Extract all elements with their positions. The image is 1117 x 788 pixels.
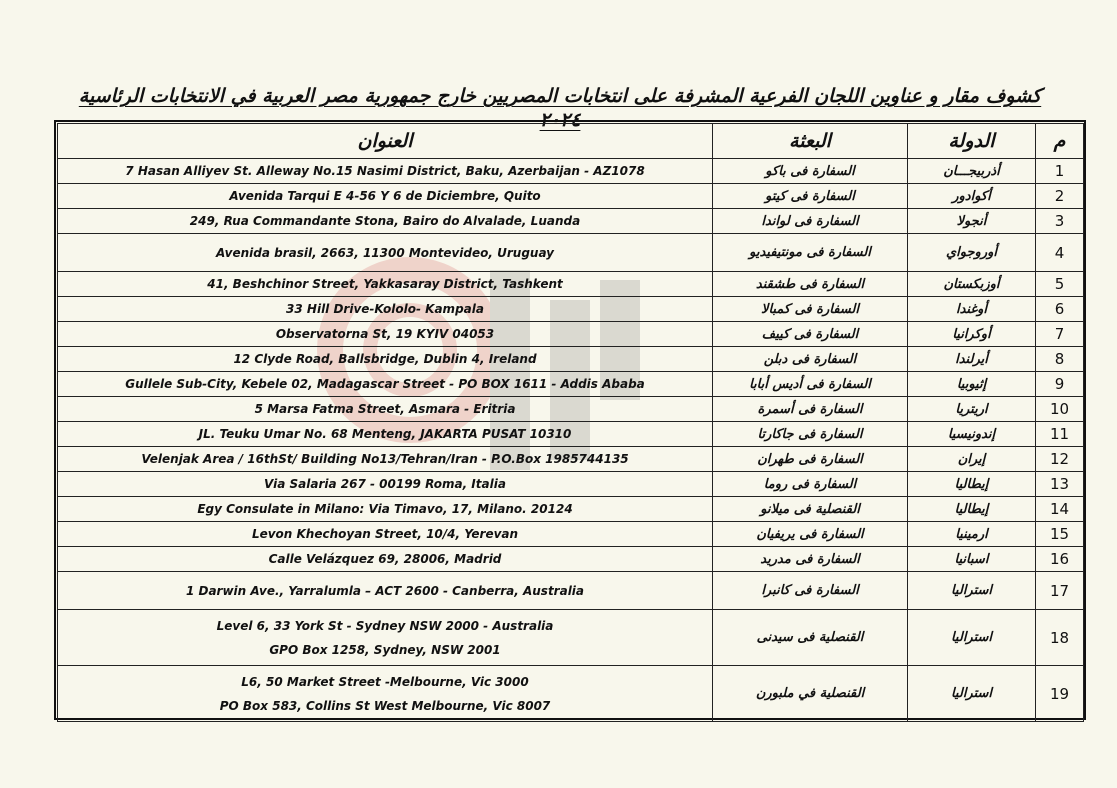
mission-cell: القنصلية فى ميلانو bbox=[713, 497, 908, 522]
address-cell bbox=[58, 272, 713, 297]
address-cell bbox=[58, 347, 713, 372]
mission-cell: السفارة فى أديس أبابا bbox=[713, 372, 908, 397]
address-line: Observatorna St, 19 KYIV 04053 bbox=[275, 327, 495, 341]
table-row bbox=[58, 234, 1084, 272]
row-number-cell: 13 bbox=[1036, 472, 1084, 497]
row-number-cell: 6 bbox=[1036, 297, 1084, 322]
country-cell: إيطاليا bbox=[908, 497, 1036, 522]
table-row bbox=[58, 322, 1084, 347]
mission-cell: القنصلية فى سيدنى bbox=[713, 610, 908, 666]
row-number-cell: 12 bbox=[1036, 447, 1084, 472]
row-number-cell: 11 bbox=[1036, 422, 1084, 447]
address-line: 41, Beshchinor Street, Yakkasaray District, Tashkent bbox=[207, 277, 563, 291]
address-cell bbox=[58, 322, 713, 347]
header-country: الدولة bbox=[908, 124, 1036, 159]
address-line: Gullele Sub-City, Kebele 02, Madagascar Street - PO BOX 1611 - Addis Ababa bbox=[125, 377, 645, 391]
row-number-cell: 9 bbox=[1036, 372, 1084, 397]
mission-cell: السفارة فى كيتو bbox=[713, 184, 908, 209]
country-cell: أوروجواي bbox=[908, 234, 1036, 272]
table-row bbox=[58, 209, 1084, 234]
mission-cell: السفارة فى باكو bbox=[713, 159, 908, 184]
address-line: L6, 50 Market Street -Melbourne, Vic 3000 bbox=[241, 674, 529, 689]
address-line: 1 Darwin Ave., Yarralumla – ACT 2600 - Canberra, Australia bbox=[185, 583, 585, 598]
address-line: PO Box 583, Collins St West Melbourne, Vic 8007 bbox=[219, 698, 551, 713]
country-cell: أوغندا bbox=[908, 297, 1036, 322]
mission-cell: السفارة فى كييف bbox=[713, 322, 908, 347]
address-line: Level 6, 33 York St - Sydney NSW 2000 - Australia bbox=[216, 618, 554, 633]
row-number-cell: 2 bbox=[1036, 184, 1084, 209]
mission-cell: السفارة فى لواندا bbox=[713, 209, 908, 234]
row-number-cell: 16 bbox=[1036, 547, 1084, 572]
country-cell: إيطاليا bbox=[908, 472, 1036, 497]
table-row bbox=[58, 610, 1084, 666]
address-cell bbox=[58, 234, 713, 272]
table-row bbox=[58, 297, 1084, 322]
row-number-cell: 3 bbox=[1036, 209, 1084, 234]
mission-cell: السفارة فى دبلن bbox=[713, 347, 908, 372]
row-number-cell: 18 bbox=[1036, 610, 1084, 666]
address-cell bbox=[58, 547, 713, 572]
table-row bbox=[58, 397, 1084, 422]
table-row bbox=[58, 447, 1084, 472]
table-row bbox=[58, 159, 1084, 184]
row-number-cell: 17 bbox=[1036, 572, 1084, 610]
address-line: Calle Velázquez 69, 28006, Madrid bbox=[268, 552, 502, 566]
country-cell: أذربيجـــان bbox=[908, 159, 1036, 184]
mission-cell: السفارة فى أسمرة bbox=[713, 397, 908, 422]
address-line: 33 Hill Drive-Kololo- Kampala bbox=[286, 302, 484, 316]
country-cell: استراليا bbox=[908, 610, 1036, 666]
country-cell: إندونيسيا bbox=[908, 422, 1036, 447]
mission-cell: السفارة فى يريفيان bbox=[713, 522, 908, 547]
header-number: م bbox=[1036, 124, 1084, 159]
row-number-cell: 5 bbox=[1036, 272, 1084, 297]
address-cell bbox=[58, 297, 713, 322]
country-cell: ارمينيا bbox=[908, 522, 1036, 547]
country-cell: استراليا bbox=[908, 572, 1036, 610]
row-number-cell: 19 bbox=[1036, 666, 1084, 722]
mission-cell: السفارة فى كمبالا bbox=[713, 297, 908, 322]
address-line: JL. Teuku Umar No. 68 Menteng, JAKARTA PUSAT 10310 bbox=[198, 427, 572, 441]
table-row bbox=[58, 666, 1084, 722]
address-line: 7 Hasan Alliyev St. Alleway No.15 Nasimi District, Baku, Azerbaijan - AZ1078 bbox=[125, 164, 645, 178]
table-row bbox=[58, 422, 1084, 447]
country-cell: استراليا bbox=[908, 666, 1036, 722]
committees-table bbox=[57, 123, 1084, 722]
table-row bbox=[58, 272, 1084, 297]
mission-cell: السفارة فى طهران bbox=[713, 447, 908, 472]
address-cell bbox=[58, 610, 713, 666]
address-cell bbox=[58, 522, 713, 547]
mission-cell: السفارة فى روما bbox=[713, 472, 908, 497]
row-number-cell: 4 bbox=[1036, 234, 1084, 272]
row-number-cell: 14 bbox=[1036, 497, 1084, 522]
table-row bbox=[58, 497, 1084, 522]
table-row bbox=[58, 572, 1084, 610]
header-mission: البعثة bbox=[713, 124, 908, 159]
address-cell bbox=[58, 447, 713, 472]
table-row bbox=[58, 347, 1084, 372]
address-cell bbox=[58, 422, 713, 447]
country-cell: أنجولا bbox=[908, 209, 1036, 234]
address-line: Velenjak Area / 16thSt/ Building No13/Tehran/Iran - P.O.Box 1985744135 bbox=[141, 452, 629, 466]
country-cell: اسبانيا bbox=[908, 547, 1036, 572]
table-row bbox=[58, 472, 1084, 497]
address-line: Avenida brasil, 2663, 11300 Montevideo, Uruguay bbox=[215, 245, 555, 260]
table-row bbox=[58, 522, 1084, 547]
row-number-cell: 8 bbox=[1036, 347, 1084, 372]
country-cell: اريتريا bbox=[908, 397, 1036, 422]
row-number-cell: 10 bbox=[1036, 397, 1084, 422]
address-line: GPO Box 1258, Sydney, NSW 2001 bbox=[269, 642, 501, 657]
header-address: العنوان bbox=[58, 124, 713, 159]
table-row bbox=[58, 184, 1084, 209]
country-cell: أوكرانيا bbox=[908, 322, 1036, 347]
mission-cell: السفارة فى مدريد bbox=[713, 547, 908, 572]
row-number-cell: 1 bbox=[1036, 159, 1084, 184]
address-line: Avenida Tarqui E 4-56 Y 6 de Diciembre, Quito bbox=[229, 189, 541, 203]
address-cell bbox=[58, 159, 713, 184]
address-line: 12 Clyde Road, Ballsbridge, Dublin 4, Ireland bbox=[233, 352, 537, 366]
mission-cell: القنصلية في ملبورن bbox=[713, 666, 908, 722]
address-cell bbox=[58, 372, 713, 397]
country-cell: إثيوبيا bbox=[908, 372, 1036, 397]
address-line: Levon Khechoyan Street, 10/4, Yerevan bbox=[251, 527, 519, 541]
address-line: 5 Marsa Fatma Street, Asmara - Eritria bbox=[254, 402, 516, 416]
mission-cell: السفارة فى كانبرا bbox=[713, 572, 908, 610]
address-cell bbox=[58, 572, 713, 610]
row-number-cell: 15 bbox=[1036, 522, 1084, 547]
address-cell bbox=[58, 209, 713, 234]
country-cell: أكوادور bbox=[908, 184, 1036, 209]
address-cell bbox=[58, 472, 713, 497]
mission-cell: السفارة فى طشقند bbox=[713, 272, 908, 297]
document-title: كشوف مقار و عناوين اللجان الفرعية المشرفة على انتخابات المصريين خارج جمهورية مصر العربية في الانتخابات الرئاسية ٢٠٢٤ bbox=[78, 85, 1042, 131]
address-line: Via Salaria 267 - 00199 Roma, Italia bbox=[264, 477, 506, 491]
address-line: 249, Rua Commandante Stona, Bairo do Alvalade, Luanda bbox=[189, 214, 581, 228]
address-cell bbox=[58, 184, 713, 209]
country-cell: أوزبكستان bbox=[908, 272, 1036, 297]
table-row bbox=[58, 372, 1084, 397]
address-cell bbox=[58, 666, 713, 722]
country-cell: إيران bbox=[908, 447, 1036, 472]
address-cell bbox=[58, 397, 713, 422]
mission-cell: السفارة فى جاكارتا bbox=[713, 422, 908, 447]
country-cell: أيرلندا bbox=[908, 347, 1036, 372]
address-line: Egy Consulate in Milano: Via Timavo, 17, Milano. 20124 bbox=[197, 502, 573, 516]
table-header-row bbox=[58, 124, 1084, 159]
address-cell bbox=[58, 497, 713, 522]
mission-cell: السفارة فى مونتيفيديو bbox=[713, 234, 908, 272]
row-number-cell: 7 bbox=[1036, 322, 1084, 347]
table-row bbox=[58, 547, 1084, 572]
table-body bbox=[58, 159, 1084, 722]
